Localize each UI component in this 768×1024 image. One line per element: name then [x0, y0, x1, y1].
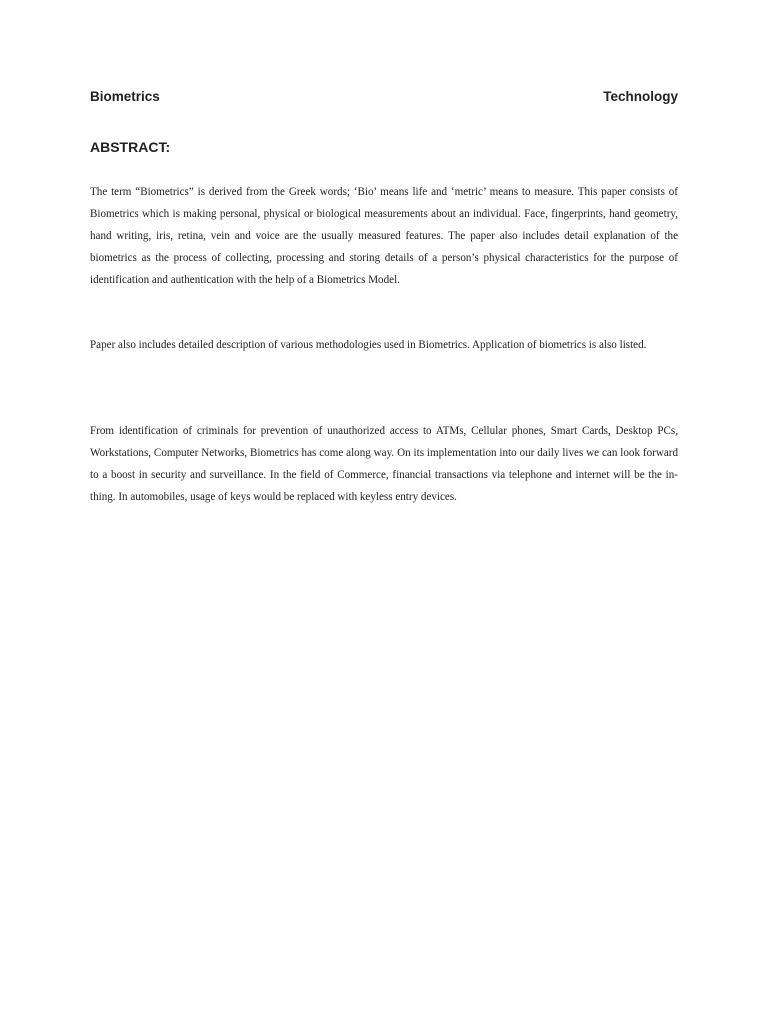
abstract-paragraph-2: Paper also includes detailed description of various methodologies used in Biometrics. Application of biometrics is also listed. [90, 339, 647, 351]
abstract-heading: ABSTRACT: [90, 139, 171, 155]
abstract-paragraph-3: From identification of criminals for prevention of unauthorized access to ATMs, Cellular phones, Smart Cards, Desktop PCs, Workstations, Computer Networks, Biometrics has come along way. On its implementation into our daily lives we can look forward to a boost in security and surveillance. In the field of Commerce, financial transactions via telephone and internet will be the in-thing. In automobiles, usage of keys would be replaced with keyless entry devices. [90, 425, 678, 503]
abstract-paragraph-1: The term “Biometrics” is derived from the Greek words; ‘Bio’ means life and ‘metric’ means to measure. This paper consists of Biometrics which is making personal, physical or biological measurements about an individual. Face, fingerprints, hand geometry, hand writing, iris, retina, vein and voice are the usually measured features. The paper also includes detail explanation of the biometrics as the process of collecting, processing and storing details of a person’s physical characteristics for the purpose of identification and authentication with the help of a Biometrics Model. [90, 186, 678, 286]
header-title-left: Biometrics [90, 89, 160, 104]
page-header [90, 89, 678, 104]
header-title-right: Technology [603, 89, 678, 104]
